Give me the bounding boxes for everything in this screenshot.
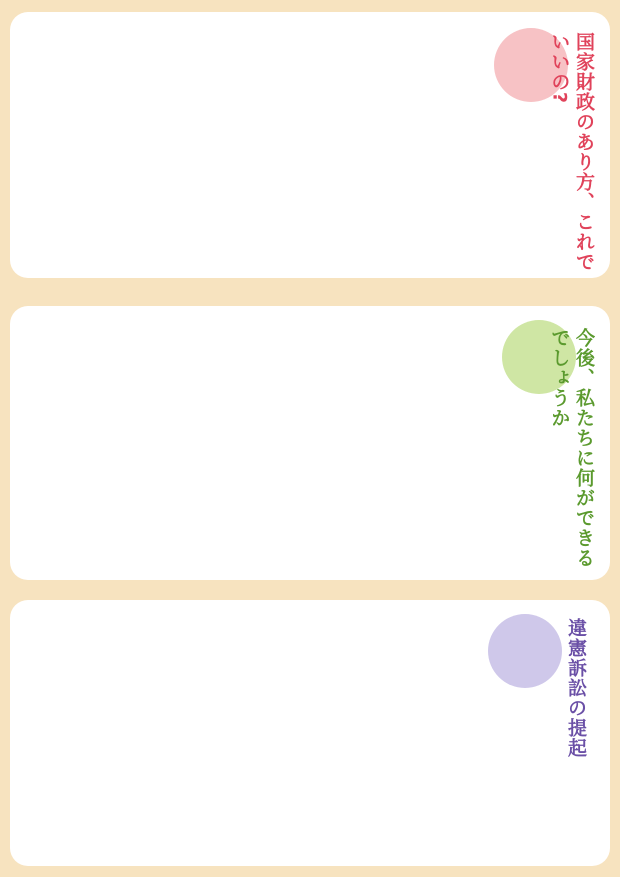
panel-title: 今後、私たちに何ができるでしょうか <box>548 328 595 568</box>
panel-title: 国家財政のあり方、これでいいの? <box>548 32 595 272</box>
panel-national-finance <box>10 12 610 278</box>
panel-what-we-can-do <box>10 306 610 580</box>
heading-circle <box>488 614 562 688</box>
panel-title: 違憲訴訟の提起 <box>565 618 587 758</box>
panel-constitutional-lawsuit <box>10 600 610 866</box>
